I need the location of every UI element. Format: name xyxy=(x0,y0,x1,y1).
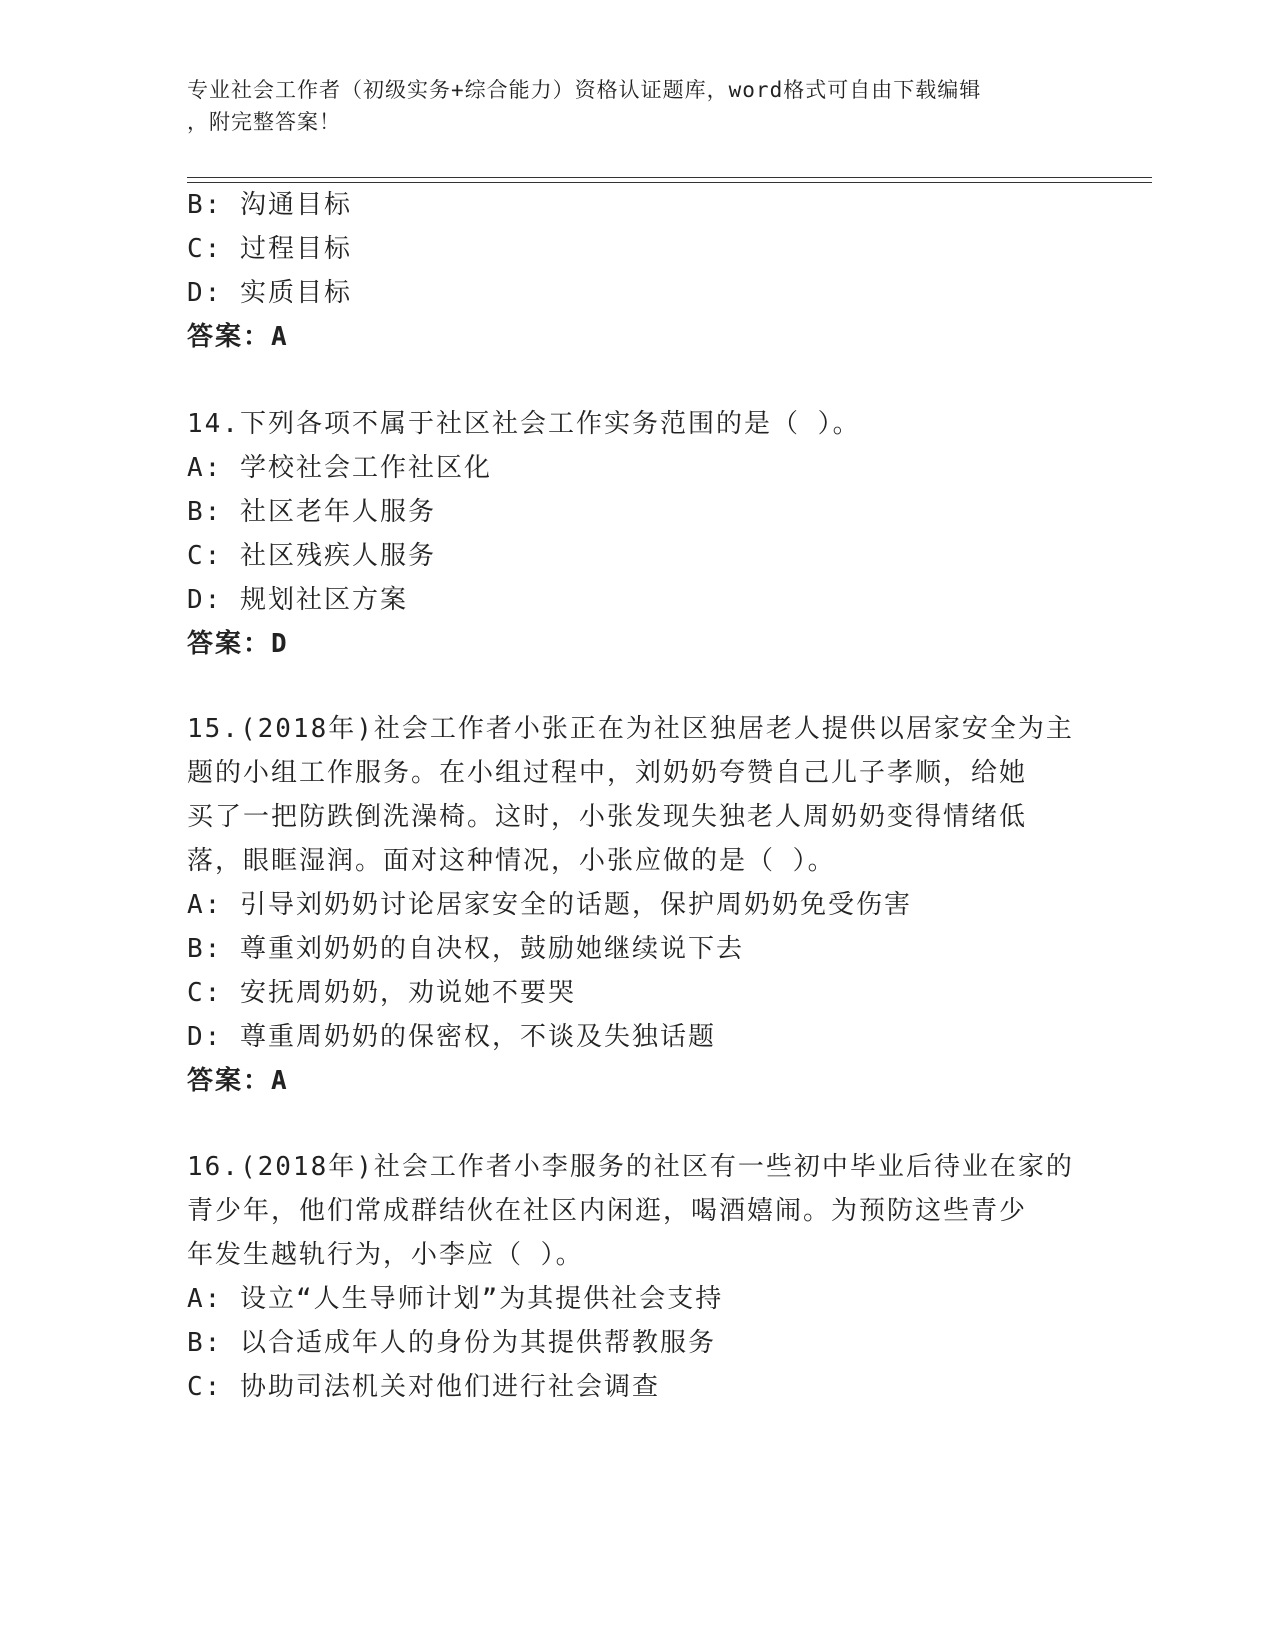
q15-answer: 答案：A xyxy=(187,1066,289,1096)
q13-answer: 答案：A xyxy=(187,322,289,352)
q15-option-c: C: 安抚周奶奶，劝说她不要哭 xyxy=(187,978,576,1008)
q15-option-a: A: 引导刘奶奶讨论居家安全的话题，保护周奶奶免受伤害 xyxy=(187,890,912,920)
q15-stem-line-3: 买了一把防跌倒洗澡椅。这时，小张发现失独老人周奶奶变得情绪低 xyxy=(187,802,1028,832)
q14-option-a: A: 学校社会工作社区化 xyxy=(187,453,492,483)
header-rule-top xyxy=(187,177,1152,178)
q14-option-d: D: 规划社区方案 xyxy=(187,585,408,615)
q16-option-a: A: 设立“人生导师计划”为其提供社会支持 xyxy=(187,1284,724,1314)
q16-stem-line-3: 年发生越轨行为，小李应（ ）。 xyxy=(187,1240,584,1270)
header-title-line-2: ，附完整答案！ xyxy=(187,110,341,134)
q14-answer: 答案：D xyxy=(187,629,289,659)
q14-option-b: B: 社区老年人服务 xyxy=(187,497,436,527)
q14-stem: 14.下列各项不属于社区社会工作实务范围的是（ ）。 xyxy=(187,409,861,439)
q16-stem-line-1: 16.(2018年)社会工作者小李服务的社区有一些初中毕业后待业在家的 xyxy=(187,1152,1074,1182)
q15-option-b: B: 尊重刘奶奶的自决权，鼓励她继续说下去 xyxy=(187,934,744,964)
q16-stem-line-2: 青少年，他们常成群结伙在社区内闲逛，喝酒嬉闹。为预防这些青少 xyxy=(187,1196,1028,1226)
q15-stem-line-4: 落，眼眶湿润。面对这种情况，小张应做的是（ ）。 xyxy=(187,846,836,876)
q15-option-d: D: 尊重周奶奶的保密权，不谈及失独话题 xyxy=(187,1022,716,1052)
q14-option-c: C: 社区残疾人服务 xyxy=(187,541,436,571)
header-title-line-1: 专业社会工作者（初级实务+综合能力）资格认证题库，word格式可自由下载编辑 xyxy=(187,78,982,102)
q16-option-b: B: 以合适成年人的身份为其提供帮教服务 xyxy=(187,1328,716,1358)
q15-stem-line-2: 题的小组工作服务。在小组过程中，刘奶奶夸赞自己儿子孝顺，给她 xyxy=(187,758,1028,788)
q16-option-c: C: 协助司法机关对他们进行社会调查 xyxy=(187,1372,660,1402)
q13-option-b: B: 沟通目标 xyxy=(187,190,352,220)
q13-option-c: C: 过程目标 xyxy=(187,234,352,264)
q15-stem-line-1: 15.(2018年)社会工作者小张正在为社区独居老人提供以居家安全为主 xyxy=(187,714,1074,744)
q13-option-d: D: 实质目标 xyxy=(187,278,352,308)
document-header xyxy=(187,74,1087,138)
